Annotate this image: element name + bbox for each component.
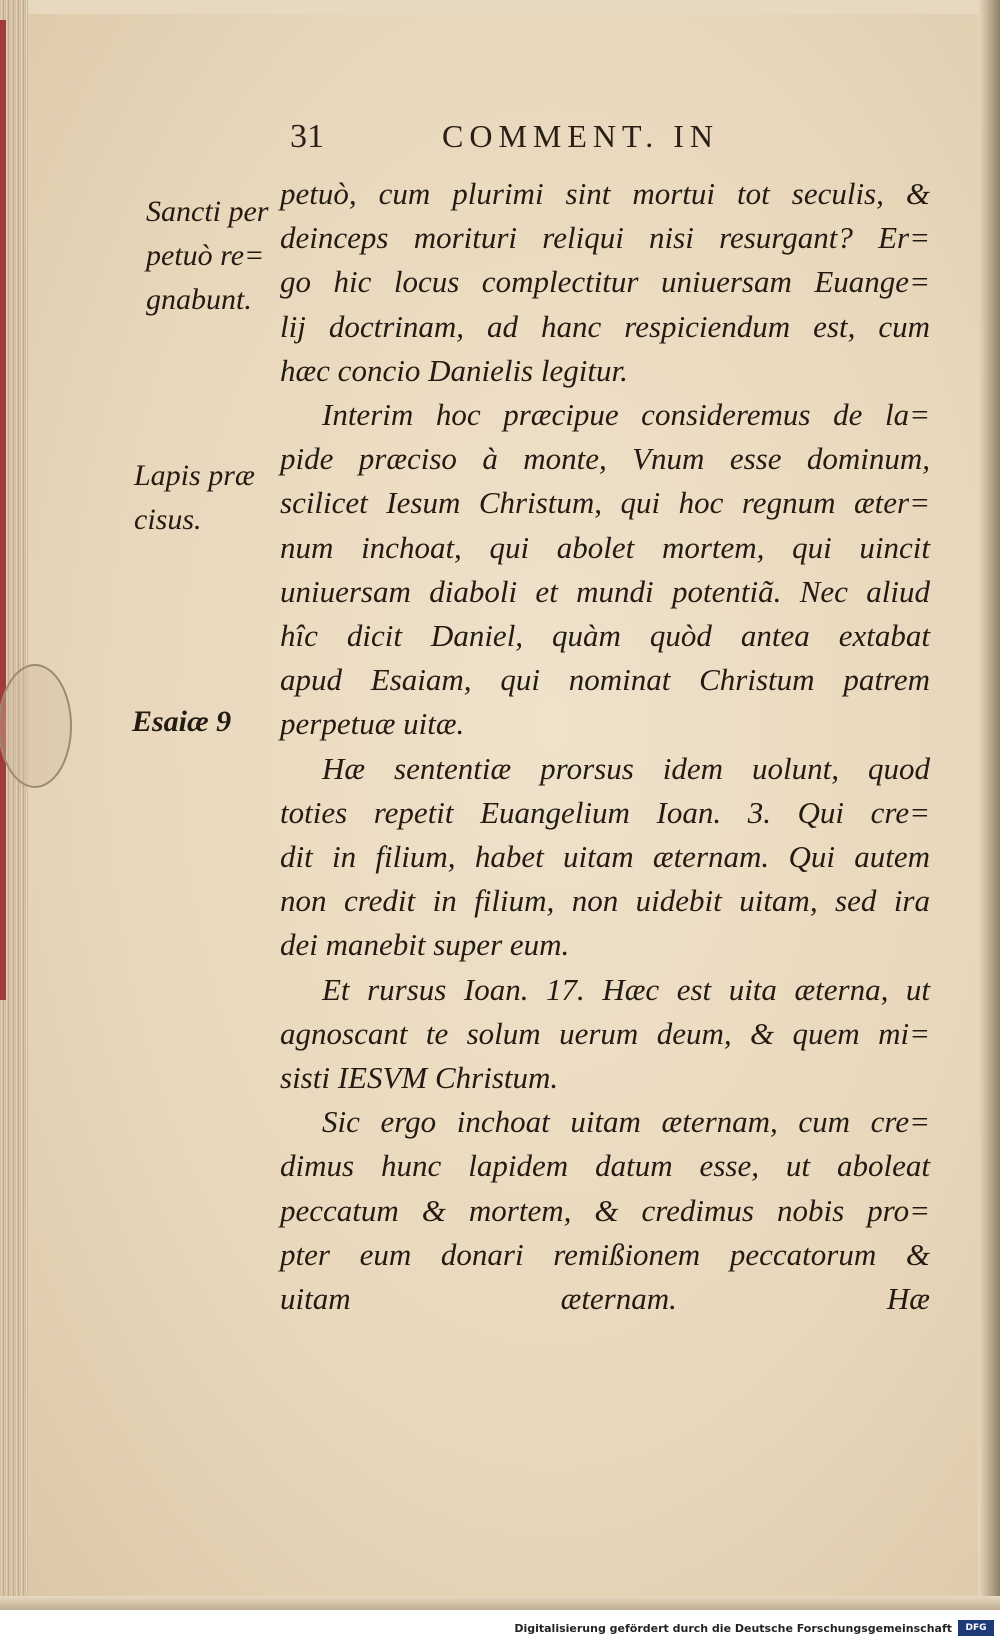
page-edge-right	[978, 0, 1000, 1610]
text-line: toties repetit Euangelium Ioan. 3. Qui cre=	[280, 794, 930, 830]
marginal-line: Esaiæ 9	[132, 705, 232, 738]
text-line: apud Esaiam, qui nominat Christum patrem	[280, 662, 930, 698]
text-line: deinceps morituri reliqui nisi resurgant? Er=	[280, 220, 930, 256]
text-line: petuò, cum plurimi sint mortui tot seculis, &	[280, 176, 930, 211]
text-line: go hic locus complectitur uniuersam Euange=	[280, 264, 930, 300]
text-line: perpetuæ uitæ.	[280, 706, 465, 742]
text-line: scilicet Iesum Christum, qui hoc regnum æter=	[280, 485, 930, 521]
text-line: dimus hunc lapidem datum esse, ut aboleat	[280, 1148, 930, 1184]
text-line: agnoscant te solum uerum deum, & quem mi=	[280, 1015, 930, 1051]
text-line: Interim hoc præcipue consideremus de la=	[322, 397, 930, 433]
body-text	[280, 172, 930, 1321]
text-line: Hæ sententiæ prorsus idem uolunt, quod	[322, 750, 930, 786]
catchword: Hæ	[886, 1281, 930, 1317]
running-head	[290, 112, 810, 162]
text-line: dei manebit super eum.	[280, 927, 570, 963]
text-line: Sic ergo inchoat uitam æternam, cum cre=	[322, 1104, 930, 1140]
text-line: hîc dicit Daniel, quàm quòd antea extabat	[280, 618, 930, 654]
text-line: non credit in filium, non uidebit uitam, sed ira	[280, 883, 930, 919]
marginal-note-sancti	[146, 190, 268, 322]
binding-edge	[0, 20, 6, 1000]
marginal-note-lapis	[134, 454, 255, 542]
marginal-line: cisus.	[134, 503, 202, 536]
marginal-line: Sancti per	[146, 195, 269, 228]
text-line: hæc concio Danielis legitur.	[280, 352, 628, 388]
page-edge-bottom	[0, 1596, 1000, 1610]
marginal-note-esaiae	[132, 700, 231, 744]
running-title: COMMENT. IN	[442, 118, 719, 154]
page-number: 31	[290, 118, 324, 155]
marginal-line: petuò re=	[146, 239, 265, 272]
digitization-footer	[0, 1610, 1000, 1644]
text-line: uniuersam diaboli et mundi potentiã. Nec aliud	[280, 573, 930, 609]
text-line: Et rursus Ioan. 17. Hæc est uita æterna, ut	[322, 971, 930, 1007]
text-line: peccatum & mortem, & credimus nobis pro=	[280, 1192, 930, 1228]
marginal-line: gnabunt.	[146, 283, 252, 316]
funding-note: Digitalisierung gefördert durch die Deutsche Forschungsgemeinschaft	[514, 1622, 952, 1635]
text-line: lij doctrinam, ad hanc respiciendum est, cum	[280, 308, 930, 344]
text-line: pide præciso à monte, Vnum esse dominum,	[280, 441, 930, 477]
text-line-with-catchword	[280, 1277, 930, 1321]
marginal-line: Lapis præ	[134, 459, 255, 492]
text-line: num inchoat, qui abolet mortem, qui uincit	[280, 529, 930, 565]
dfg-logo: DFG	[958, 1620, 994, 1636]
clasp-mark	[0, 664, 72, 788]
text-line: sisti IESVM Christum.	[280, 1060, 559, 1096]
text-line: dit in filium, habet uitam æternam. Qui autem	[280, 839, 930, 875]
text-line: pter eum donari remißionem peccatorum &	[280, 1236, 930, 1272]
text-line-end: uitam æternam.	[280, 1281, 677, 1317]
